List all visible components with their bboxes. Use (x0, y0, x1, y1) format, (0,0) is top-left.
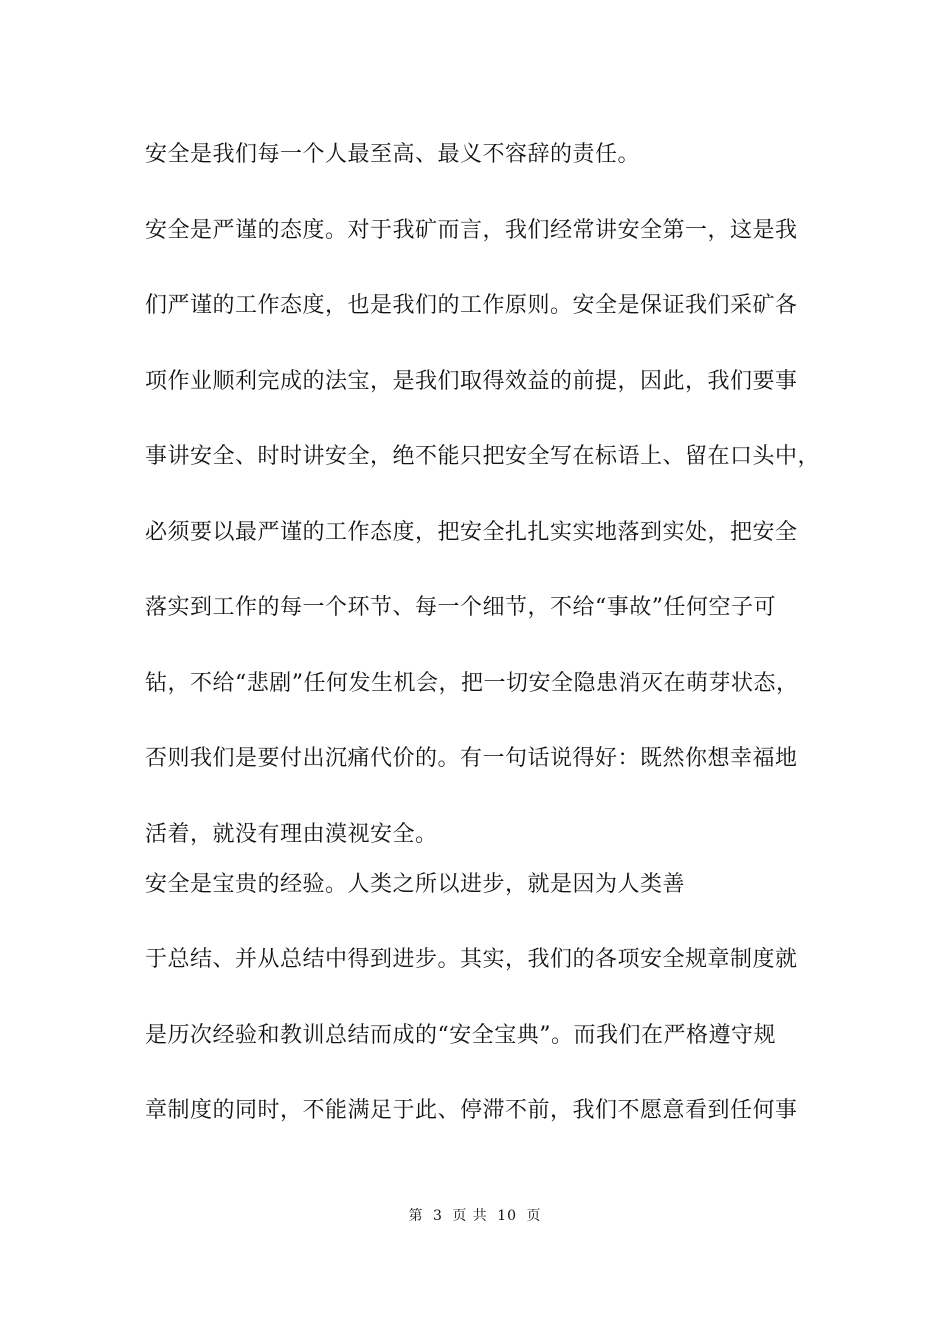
text-line: 安全是宝贵的经验。人类之所以进步，就是因为人类善 (145, 871, 686, 897)
footer-middle: 页 共 (452, 1208, 488, 1224)
page-footer (0, 1205, 950, 1225)
text-line: 安全是我们每一个人最至高、最义不容辞的责任。 (145, 142, 641, 167)
text-line: 必须要以最严谨的工作态度，把安全扎扎实实地落到实处，把安全 (145, 519, 798, 545)
footer-page-number: 3 (432, 1208, 443, 1224)
text-line: 活着，就没有理由漠视安全。 (145, 821, 438, 847)
text-line: 于总结、并从总结中得到进步。其实，我们的各项安全规章制度就 (145, 947, 798, 972)
text-line: 事讲安全、时时讲安全，绝不能只把安全写在标语上、留在口头中， (145, 444, 821, 469)
text-line: 是历次经验和教训总结而成的“安全宝典”。而我们在严格遵守规 (145, 1022, 776, 1048)
text-line: 钻，不给“悲剧”任何发生机会，把一切安全隐患消灭在萌芽状态， (145, 670, 799, 696)
body-text (145, 136, 825, 1168)
text-line: 否则我们是要付出沉痛代价的。有一句话说得好：既然你想幸福地 (145, 746, 798, 771)
text-line: 安全是严谨的态度。对于我矿而言，我们经常讲安全第一，这是我 (145, 217, 798, 243)
text-line: 章制度的同时，不能满足于此、停滞不前，我们不愿意看到任何事 (145, 1098, 798, 1123)
text-line: 项作业顺利完成的法宝，是我们取得效益的前提，因此，我们要事 (145, 368, 798, 394)
text-line: 落实到工作的每一个环节、每一个细节，不给“事故”任何空子可 (145, 595, 776, 620)
footer-suffix: 页 (526, 1208, 542, 1224)
footer-prefix: 第 (408, 1208, 424, 1224)
text-line: 们严谨的工作态度，也是我们的工作原则。安全是保证我们采矿各 (145, 293, 798, 318)
footer-total-pages: 10 (497, 1208, 518, 1224)
